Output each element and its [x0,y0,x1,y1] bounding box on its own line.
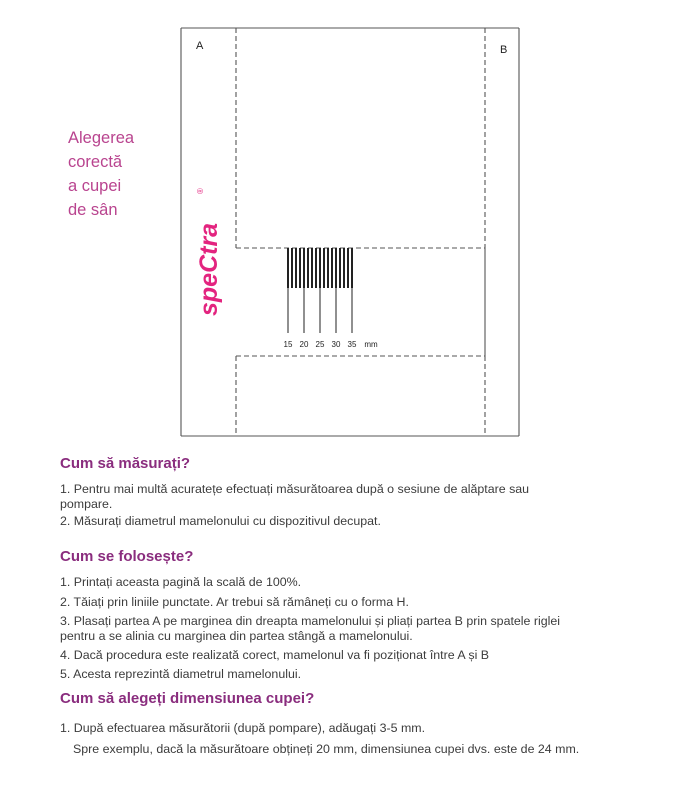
section-heading: Cum să măsurați? [60,455,191,472]
ruler-bar [303,248,305,288]
ruler-bar [287,248,289,288]
label-b: B [500,44,508,56]
ruler-bar [323,248,325,288]
label-a: A [196,40,204,52]
ruler-label: 20 [299,340,309,349]
spectra-logo [187,178,229,318]
ruler-bar [343,248,345,288]
side-title-line: corectă [68,153,123,171]
section-heading: Cum se folosește? [60,548,194,565]
instruction-line: Spre exemplu, dacă la măsurătoare obțineți 20 mm, dimensiunea cupei dvs. este de 24 mm. [73,742,580,756]
ruler-unit: mm [364,340,378,349]
ruler-bar [299,248,301,288]
instruction-line: 2. Tăiați prin liniile punctate. Ar trebui să rămâneți cu o forma H. [60,595,409,609]
instruction-line: 1. După efectuarea măsurătorii (după pompare), adăugați 3-5 mm. [60,721,426,735]
ruler-bar [347,248,349,288]
ruler-bar [319,248,321,288]
ruler-bar [351,248,353,288]
ruler-bar [339,248,341,288]
instruction-line: 3. Plasați partea A pe marginea din dreapta mamelonului și pliați partea B prin spatele riglei [60,614,561,628]
instruction-line: 1. Printați aceasta pagină la scală de 100%. [60,575,302,589]
ruler-bar [307,248,309,288]
ruler-bar [327,248,329,288]
instruction-line: 4. Dacă procedura este realizată corect, mamelonul va fi poziționat între A și B [60,648,490,662]
ruler-label: 25 [315,340,325,349]
side-title-line: Alegerea [68,129,135,147]
logo-text: speCtra [195,222,223,316]
instruction-line: 1. Pentru mai multă acuratețe efectuați măsurătoarea după o sesiune de alăptare sau [60,482,530,496]
section-heading: Cum să alegeți dimensiunea cupei? [60,690,315,707]
registered-mark: ® [196,188,205,194]
ruler-bar [335,248,337,288]
ruler-bar [331,248,333,288]
ruler [287,248,353,288]
side-title [68,126,178,222]
instruction-line: 2. Măsurați diametrul mamelonului cu dispozitivul decupat. [60,514,381,528]
ruler-bar [315,248,317,288]
instruction-line: 5. Acesta reprezintă diametrul mamelonului. [60,667,302,681]
ruler-label: 30 [331,340,341,349]
instruction-line: pentru a se alinia cu marginea din partea stângă a mamelonului. [60,629,413,643]
ruler-bar [295,248,297,288]
ruler-label: 15 [283,340,293,349]
side-title-line: de sân [68,201,118,219]
side-title-line: a cupei [68,177,122,195]
ruler-label: 35 [347,340,357,349]
ruler-bar [311,248,313,288]
instruction-line: pompare. [60,497,113,511]
ruler-bar [291,248,293,288]
